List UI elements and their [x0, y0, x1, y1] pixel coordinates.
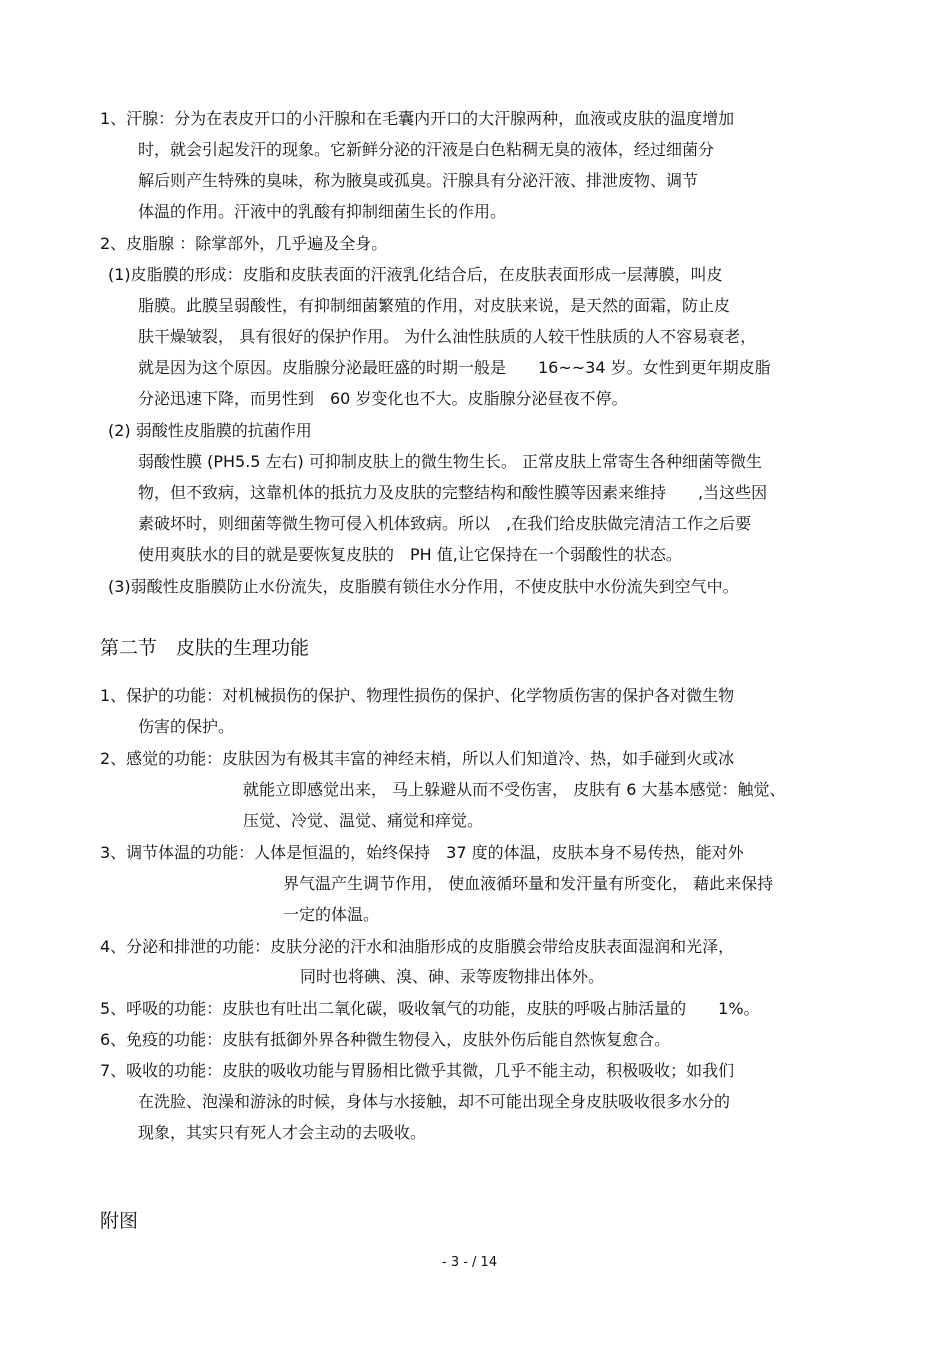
sebum-film-line-3: 肤干燥皱裂， 具有很好的保护作用。 为什么油性肤质的人较干性肤质的人不容易衰老，	[138, 327, 757, 346]
sweat-gland-line-1: 1、汗腺：分为在表皮开口的小汗腺和在毛囊内开口的大汗腺两种，血液或皮肤的温度增加	[100, 109, 735, 128]
func-temperature-line-2: 界气温产生调节作用， 使血液循环量和发汗量有所变化， 藉此来保持	[283, 874, 774, 893]
func-temperature-line-3: 一定的体温。	[283, 905, 380, 924]
acid-film-heading: (2) 弱酸性皮脂膜的抗菌作用	[108, 421, 312, 440]
func-respiration-line: 5、呼吸的功能：皮肤也有吐出二氧化碳，吸收氧气的功能，皮肤的呼吸占肺活量的 1%。	[100, 999, 760, 1018]
func-absorption-line-1: 7、吸收的功能：皮肤的吸收功能与胃肠相比微乎其微，几乎不能主动，积极吸收；如我们	[100, 1061, 735, 1080]
sebum-film-line-5: 分泌迅速下降，而男性到 60 岁变化也不大。皮脂腺分泌昼夜不停。	[138, 389, 628, 408]
func-absorption-line-2: 在洗脸、泡澡和游泳的时候，身体与水接触，却不可能出现全身皮肤吸收很多水分的	[138, 1092, 731, 1111]
func-secretion-line-1: 4、分泌和排泄的功能：皮肤分泌的汗水和油脂形成的皮脂膜会带给皮肤表面湿润和光泽，	[100, 937, 735, 956]
appendix-heading: 附图	[100, 1210, 139, 1232]
sebum-film-line-1: (1)皮脂膜的形成：皮脂和皮肤表面的汗液乳化结合后，在皮肤表面形成一层薄膜，叫皮	[108, 265, 723, 284]
sweat-gland-line-2: 时，就会引起发汗的现象。它新鲜分泌的汗液是白色粘稠无臭的液体，经过细菌分	[138, 140, 715, 159]
page-number: - 3 - / 14	[442, 1255, 498, 1270]
acid-film-line-4: 使用爽肤水的目的就是要恢复皮肤的 PH 值,让它保持在一个弱酸性的状态。	[138, 545, 682, 564]
acid-film-line-3: 素破坏时，则细菌等微生物可侵入机体致病。所以 ,在我们给皮肤做完清洁工作之后要	[138, 514, 752, 533]
func-protection-line-2: 伤害的保护。	[138, 717, 235, 736]
sebum-film-line-4: 就是因为这个原因。皮脂腺分泌最旺盛的时期一般是 16~~34 岁。女性到更年期皮脂	[138, 358, 771, 377]
func-sensation-line-2: 就能立即感觉出来， 马上躲避从而不受伤害， 皮肤有 6 大基本感觉：触觉、	[243, 780, 786, 799]
func-protection-line-1: 1、保护的功能：对机械损伤的保护、物理性损伤的保护、化学物质伤害的保护各对微生物	[100, 686, 735, 705]
func-temperature-line-1: 3、调节体温的功能：人体是恒温的，始终保持 37 度的体温，皮肤本身不易传热，能对外	[100, 843, 744, 862]
func-sensation-line-3: 压觉、冷觉、温觉、痛觉和痒觉。	[243, 811, 484, 830]
sebum-film-line-2: 脂膜。此膜呈弱酸性，有抑制细菌繁殖的作用，对皮肤来说，是天然的面霜，防止皮	[138, 296, 731, 315]
moisture-lock-line: (3)弱酸性皮脂膜防止水份流失，皮脂膜有锁住水分作用，不使皮肤中水份流失到空气中。	[108, 577, 739, 596]
sweat-gland-line-3: 解后则产生特殊的臭味，称为腋臭或孤臭。汗腺具有分泌汗液、排泄废物、调节	[138, 171, 699, 190]
sebaceous-gland-line: 2、皮脂腺 ：除掌部外，几乎遍及全身。	[100, 234, 388, 253]
sweat-gland-line-4: 体温的作用。汗液中的乳酸有抑制细菌生长的作用。	[138, 202, 507, 221]
acid-film-line-1: 弱酸性膜 (PH5.5 左右) 可抑制皮肤上的微生物生长。 正常皮肤上常寄生各种细菌等微生	[138, 452, 762, 471]
section-heading: 第二节 皮肤的生理功能	[100, 637, 310, 659]
func-immunity-line: 6、免疫的功能：皮肤有抵御外界各种微生物侵入，皮肤外伤后能自然恢复愈合。	[100, 1030, 671, 1049]
acid-film-line-2: 物，但不致病，这靠机体的抵抗力及皮肤的完整结构和酸性膜等因素来维持 ,当这些因	[138, 483, 768, 502]
func-sensation-line-1: 2、感觉的功能：皮肤因为有极其丰富的神经末梢，所以人们知道冷、热，如手碰到火或冰	[100, 749, 735, 768]
func-secretion-line-2: 同时也将碘、溴、砷、汞等废物排出体外。	[300, 967, 605, 986]
func-absorption-line-3: 现象，其实只有死人才会主动的去吸收。	[138, 1123, 427, 1142]
